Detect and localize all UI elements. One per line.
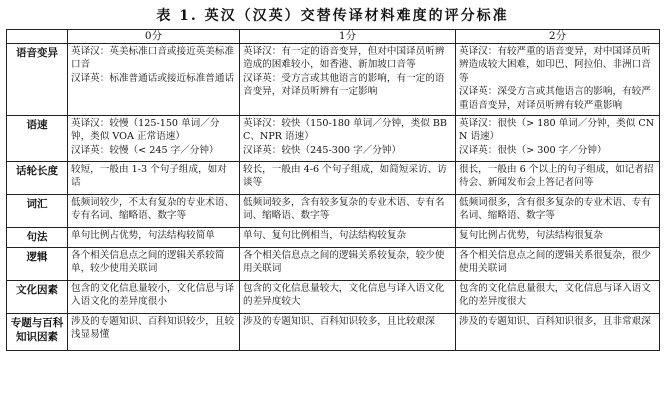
criterion-cell-score-2 [456,248,660,281]
criterion-cell-score-2 [456,228,660,248]
criterion-cell-score-1 [240,116,456,162]
criterion-cell-score-1 [240,281,456,314]
cell-text: 英译汉：有一定的语音变异，但对中国译员听辨造成的困难较小，如香港、新加坡口音等 [243,46,445,71]
table-row [7,195,660,228]
scoring-table [6,29,660,351]
cell-text: 英译汉：较慢（125-150 单词／分钟，类似 VOA 正常语速） [71,118,220,143]
cell-text: 包含的文化信息量较小，文化信息与译入语文化的差异度很小 [71,283,235,308]
cell-text: 英译汉：较快（150-180 单词／分钟，类似 BBC、NPR 语速） [243,118,447,143]
table-row [7,44,660,116]
criterion-cell-score-2 [456,162,660,195]
table-row [7,162,660,195]
row-label: 文化因素 [7,281,68,314]
cell-text: 汉译英：较快（245-300 字／分钟） [243,144,402,156]
cell-text: 英译汉：很快（> 180 单词／分钟，类似 CNN 语速） [459,118,655,143]
row-label: 句法 [7,228,68,248]
criterion-cell-score-2 [456,116,660,162]
cell-text: 涉及的专题知识、百科知识较多，且比较艰深 [243,316,435,327]
cell-text: 单句比例占优势，句法结构较简单 [71,230,215,241]
table-row [7,314,660,351]
cell-text: 低频词很多，含有很多复杂的专业术语、专有名词、缩略语、数字等 [459,197,651,222]
cell-text: 汉译英：标准普通话或接近标准普通话 [71,72,235,84]
table-row [7,248,660,281]
row-label: 词汇 [7,195,68,228]
cell-text: 汉译英：很快（> 300 字／分钟） [459,144,607,156]
row-label: 话轮长度 [7,162,68,195]
table-row [7,116,660,162]
cell-text: 汉译英：较慢（< 245 字／分钟） [71,144,219,156]
cell-text: 涉及的专题知识、百科知识很多，且非常艰深 [459,316,651,327]
criterion-cell-score-1 [240,248,456,281]
cell-text: 包含的文化信息量较大，文化信息与译入语文化的差异度较大 [243,283,445,308]
cell-text: 较长，一般由 4-6 个句子组成，如简短采访、访谈等 [243,164,447,189]
cell-text: 复句比例占优势，句法结构很复杂 [459,230,603,241]
criterion-cell-score-0 [68,162,240,195]
criterion-cell-score-2 [456,314,660,351]
criterion-cell-score-1 [240,195,456,228]
criterion-cell-score-2 [456,44,660,116]
table-title: 表 1. 英汉（汉英）交替传译材料难度的评分标准 [156,8,509,24]
cell-text: 低频词较多，含有较多复杂的专业术语、专有名词、缩略语、数字等 [243,197,445,222]
cell-text: 涉及的专题知识、百科知识较少，且较浅显易懂 [71,316,235,341]
cell-text: 汉译英：深受方言或其他语言的影响，有较严重语音变异，对译员听辨有较严重影响 [459,86,651,111]
criterion-cell-score-1 [240,44,456,116]
criterion-cell-score-2 [456,195,660,228]
header-corner [7,30,68,44]
row-label: 语速 [7,116,68,162]
criterion-cell-score-0 [68,248,240,281]
cell-text: 很长，一般由 6 个以上的句子组成，如记者招待会、新闻发布会上答记者问等 [459,164,654,189]
criterion-cell-score-1 [240,162,456,195]
criterion-cell-score-0 [68,314,240,351]
criterion-cell-score-1 [240,314,456,351]
cell-text: 低频词较少，不太有复杂的专业术语、专有名词、缩略语、数字等 [71,197,235,222]
header-row [7,30,660,44]
header-score-1: 1分 [240,30,456,44]
table-row [7,228,660,248]
cell-text: 包含的文化信息量很大，文化信息与译入语文化的差异度很大 [459,283,651,308]
cell-text: 单句、复句比例相当，句法结构较复杂 [243,230,407,241]
criterion-cell-score-0 [68,116,240,162]
criterion-cell-score-0 [68,44,240,116]
criterion-cell-score-0 [68,195,240,228]
table-row [7,281,660,314]
cell-text: 较短，一般由 1-3 个句子组成，如对话 [71,164,227,189]
cell-text: 英译汉：有较严重的语音变异，对中国译员听辨造成较大困难，如印巴、阿拉伯、非洲口音等 [459,46,651,84]
criterion-cell-score-0 [68,228,240,248]
criterion-cell-score-2 [456,281,660,314]
cell-text: 各个相关信息点之间的逻辑关系较复杂，较少使用关联词 [243,250,445,275]
row-label: 语音变异 [7,44,68,116]
cell-text: 汉译英：受方言或其他语言的影响，有一定的语音变异，对译员听辨有一定影响 [243,72,445,98]
cell-text: 英译汉：英美标准口音或接近英美标准口音 [71,46,235,71]
criterion-cell-score-0 [68,281,240,314]
header-score-0: 0分 [68,30,240,44]
cell-text: 各个相关信息点之间的逻辑关系很复杂，很少使用关联词 [459,250,651,275]
criterion-cell-score-1 [240,228,456,248]
row-label: 专题与百科知识因素 [7,314,68,351]
row-label: 逻辑 [7,248,68,281]
header-score-2: 2分 [456,30,660,44]
cell-text: 各个相关信息点之间的逻辑关系较简单，较少使用关联词 [71,250,225,275]
